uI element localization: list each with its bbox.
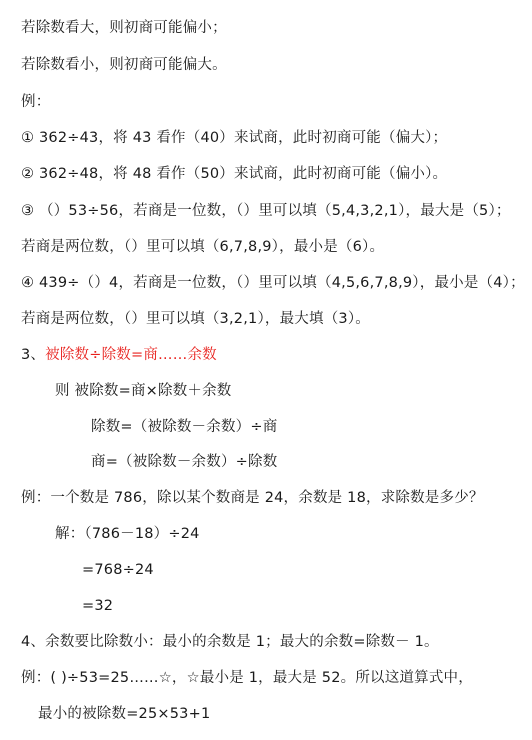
text-line-8: ④ 439÷（）4，若商是一位数，（）里可以填（4,5,6,7,8,9），最小是（4）； — [21, 275, 525, 291]
text-line-5: ② 362÷48，将 48 看作（50）来试商，此时初商可能（偏小）。 — [21, 166, 448, 182]
text-line-6: ③ （）53÷56，若商是一位数，（）里可以填（5,4,3,2,1），最大是（5）； — [21, 203, 511, 219]
text-line-9: 若商是两位数，（）里可以填（3,2,1），最大填（3）。 — [21, 311, 370, 327]
section-heading-3 — [21, 345, 217, 365]
text-line-1: 若除数看大，则初商可能偏小； — [21, 20, 227, 36]
text-line-4: ① 362÷43，将 43 看作（40）来试商，此时初商可能（偏大）； — [21, 130, 448, 146]
solution-step-1: 解：（786－18）÷24 — [55, 526, 200, 542]
section-number: 3、 — [21, 347, 46, 363]
text-line-2: 若除数看小，则初商可能偏大。 — [21, 57, 227, 73]
formula-quotient: 商=（被除数－余数）÷除数 — [91, 454, 278, 470]
example-remainder: 例：( )÷53=25……☆，☆最小是 1，最大是 52。所以这道算式中， — [21, 670, 473, 686]
text-line-3: 例： — [21, 94, 51, 110]
solution-step-2: =768÷24 — [82, 562, 154, 578]
solution-step-3: =32 — [82, 598, 114, 614]
minimum-dividend: 最小的被除数=25×53+1 — [38, 706, 211, 722]
division-formula-red: 被除数÷除数=商……余数 — [45, 347, 217, 363]
section-heading-4: 4、余数要比除数小：最小的余数是 1；最大的余数=除数－ 1。 — [21, 634, 439, 650]
example-question: 例：一个数是 786，除以某个数商是 24，余数是 18，求除数是多少？ — [21, 490, 484, 506]
text-line-7: 若商是两位数，（）里可以填（6,7,8,9），最小是（6）。 — [21, 239, 385, 255]
formula-divisor: 除数=（被除数－余数）÷商 — [91, 419, 278, 435]
formula-dividend: 则 被除数=商×除数＋余数 — [55, 383, 232, 399]
